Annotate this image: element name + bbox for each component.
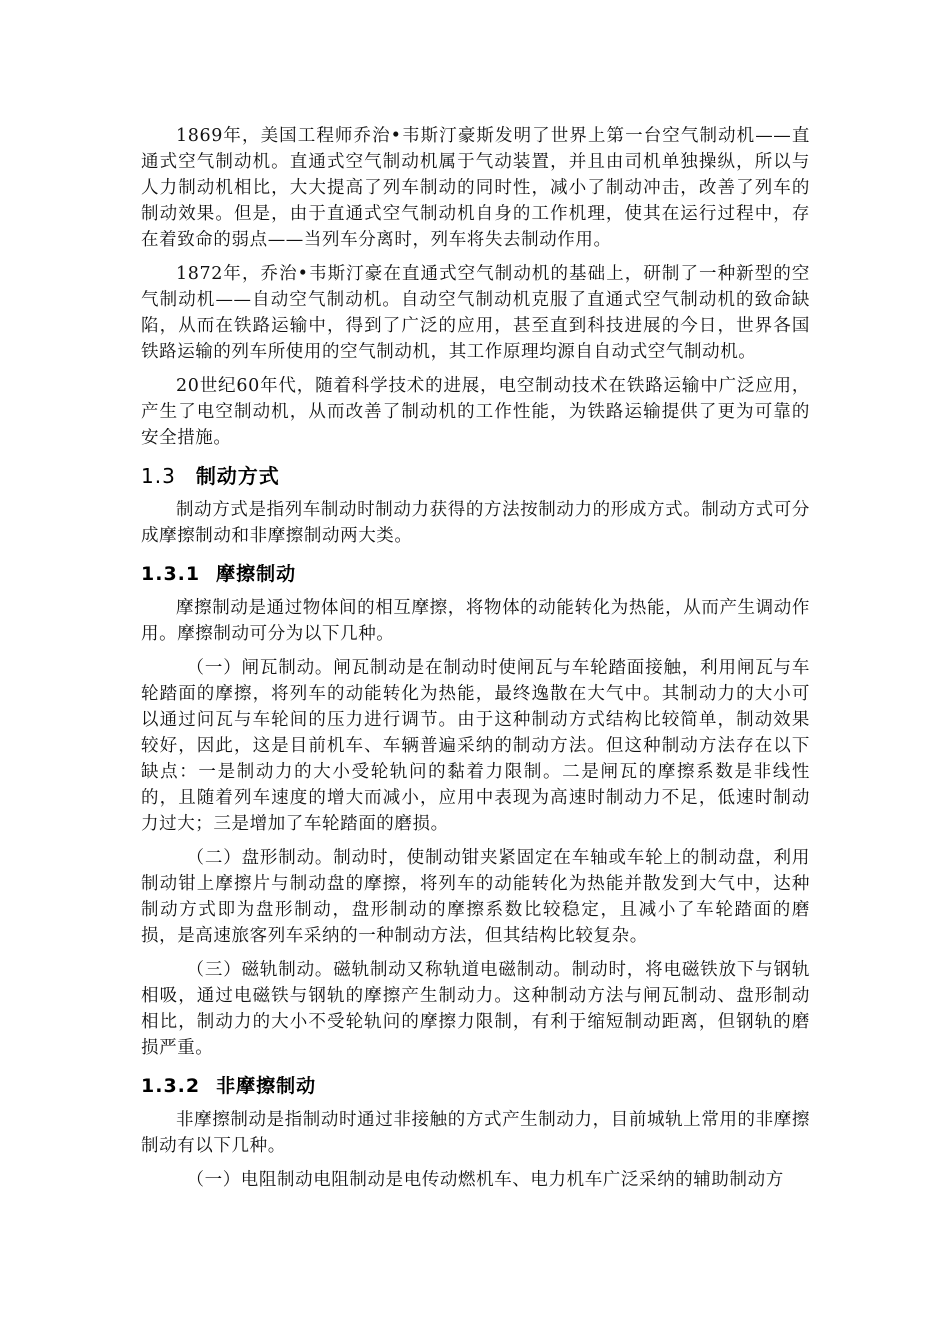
section-heading-1-3-1 <box>141 559 810 589</box>
paragraph-intro-3: 20世纪60年代，随着科学技术的进展，电空制动技术在铁路运输中广泛应用，产生了电空制动机，从而改善了制动机的工作性能，为铁路运输提供了更为可靠的安全措施。 <box>141 376 810 448</box>
section-title: 制动方式 <box>195 464 280 488</box>
paragraph-nonfriction-intro: 非摩擦制动是指制动时通过非接触的方式产生制动力，目前城轨上常用的非摩擦制动有以下几种。 <box>141 1110 810 1156</box>
section-number: 1.3.1 <box>141 563 201 585</box>
section-title: 摩擦制动 <box>216 563 297 585</box>
paragraph-intro-1: 1869年，美国工程师乔治•韦斯汀豪斯发明了世界上第一台空气制动机——直通式空气制动机。直通式空气制动机属于气动装置，并且由司机单独操纵，所以与人力制动机相比，大大提高了列车制动的同时性，减小了制动冲击，改善了列车的制动效果。但是，由于直通式空气制动机自身的工作机理，使其在运行过程中，存在着致命的弱点——当列车分离时，列车将失去制动作用。 <box>141 126 810 250</box>
paragraph-resistance-braking: （一）电阻制动电阻制动是电传动燃机车、电力机车广泛采纳的辅助制动方 <box>186 1170 784 1190</box>
section-number: 1.3 <box>141 464 176 488</box>
paragraph-intro-2: 1872年，乔治•韦斯汀豪在直通式空气制动机的基础上，研制了一种新型的空气制动机——自动空气制动机。自动空气制动机克服了直通式空气制动机的致命缺陷，从而在铁路运输中，得到了广泛的应用，甚至直到科技进展的今日，世界各国铁路运输的列车所使用的空气制动机，其工作原理均源自自动式空气制动机。 <box>141 264 810 362</box>
paragraph-shoe-braking: （一）闸瓦制动。闸瓦制动是在制动时使闸瓦与车轮踏面接触，利用闸瓦与车轮踏面的摩擦，将列车的动能转化为热能，最终逸散在大气中。其制动力的大小可以通过问瓦与车轮间的压力进行调节。由于这种制动方式结构比较简单，制动效果较好，因此，这是目前机车、车辆普遍采纳的制动方法。但这种制动方法存在以下缺点：一是制动力的大小受轮轨问的黏着力限制。二是闸瓦的摩擦系数是非线性的，且随着列车速度的增大而减小，应用中表现为高速时制动力不足，低速时制动力过大；三是增加了车轮踏面的磨损。 <box>141 658 810 834</box>
paragraph-disc-braking: （二）盘形制动。制动时，使制动钳夹紧固定在车轴或车轮上的制动盘，利用制动钳上摩擦片与制动盘的摩擦，将列车的动能转化为热能并散发到大气中，达种制动方式即为盘形制动，盘形制动的摩擦系数比较稳定，且减小了车轮踏面的磨损，是高速旅客列车采纳的一种制动方法，但其结构比较复杂。 <box>141 848 810 946</box>
section-heading-1-3 <box>141 461 810 491</box>
paragraph-friction-intro: 摩擦制动是通过物体间的相互摩擦，将物体的动能转化为热能，从而产生调动作用。摩擦制动可分为以下几种。 <box>141 598 810 644</box>
paragraph-1-3-1: 制动方式是指列车制动时制动力获得的方法按制动力的形成方式。制动方式可分成摩擦制动和非摩擦制动两大类。 <box>141 500 810 546</box>
document-body <box>141 123 810 1193</box>
paragraph-magnetic-track-braking: （三）磁轨制动。磁轨制动又称轨道电磁制动。制动时，将电磁铁放下与钢轨相吸，通过电磁铁与钢轨的摩擦产生制动力。这种制动方法与闸瓦制动、盘形制动相比，制动力的大小不受轮轨问的摩擦力限制，有利于缩短制动距离，但钢轨的磨损严重。 <box>141 960 810 1058</box>
section-number: 1.3.2 <box>141 1075 201 1097</box>
section-title: 非摩擦制动 <box>216 1075 317 1097</box>
section-heading-1-3-2 <box>141 1071 810 1101</box>
